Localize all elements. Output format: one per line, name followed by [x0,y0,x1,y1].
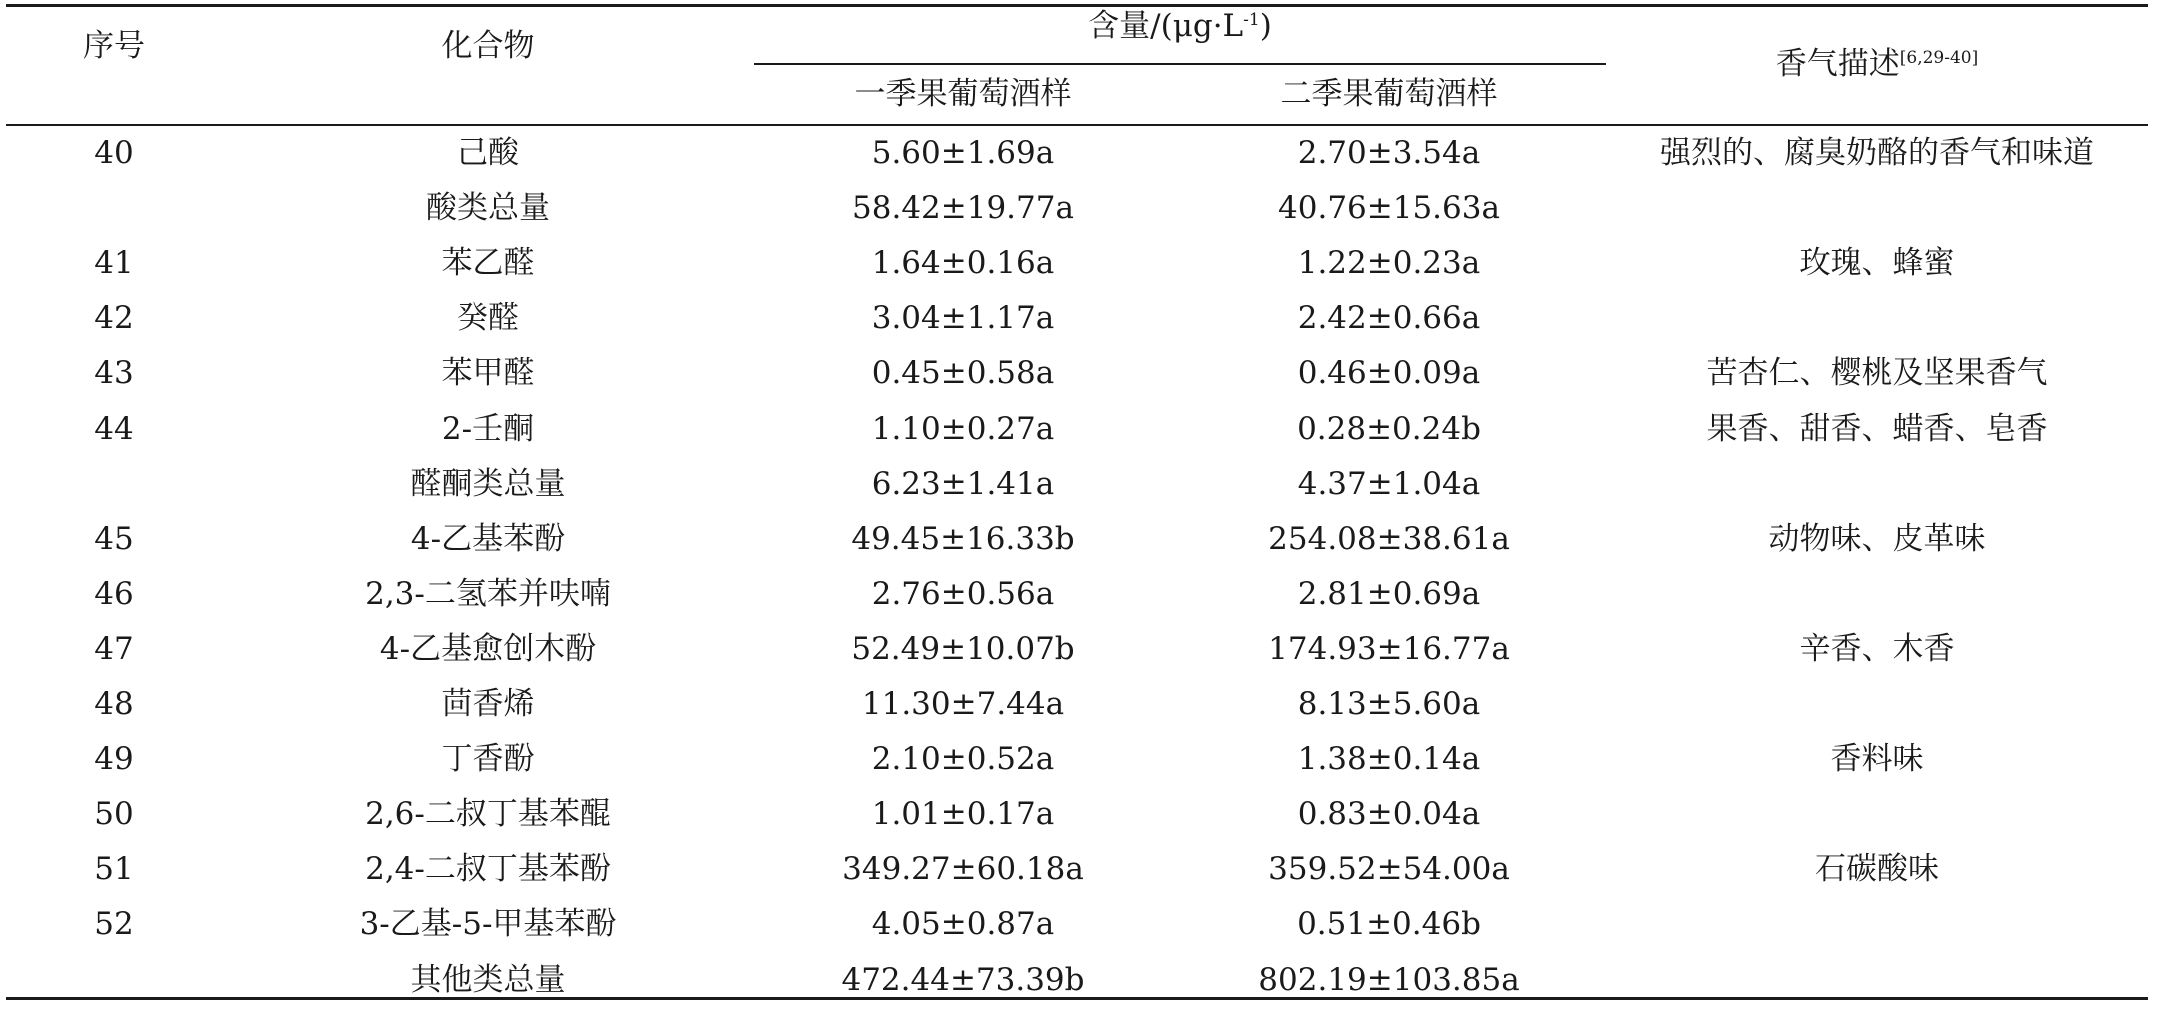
row-sample1-value: 3.04±1.17a [871,300,1055,337]
row-aroma: 玫瑰、蜂蜜 [1799,245,1955,282]
row-aroma [1606,457,2148,512]
row-compound: 苯甲醛 [441,355,535,392]
header-no: 序号 [83,28,145,64]
table-row [6,787,2148,842]
row-aroma: 动物味、皮革味 [1768,520,1986,557]
row-aroma [1606,291,2148,346]
row-sample2-value: 359.52±54.00a [1268,851,1510,888]
table-row [6,732,2148,787]
row-no: 41 [94,245,134,282]
row-sample1-value: 4.05±0.87a [871,906,1055,943]
row-sample2-value: 0.28±0.24b [1297,410,1481,447]
header-sample1: 一季果葡萄酒样 [854,76,1072,112]
row-sample2-value: 2.42±0.66a [1297,300,1481,337]
row-aroma [1606,677,2148,732]
row-compound: 2,6-二叔丁基苯醌 [365,796,611,833]
row-no [6,457,222,512]
row-sample2-value: 254.08±38.61a [1268,520,1510,557]
row-sample1-value: 52.49±10.07b [851,630,1075,667]
table-row [6,402,2148,457]
row-sample2-value: 8.13±5.60a [1297,686,1481,722]
row-compound: 4-乙基愈创木酚 [379,630,597,667]
row-aroma: 苦杏仁、樱桃及坚果香气 [1706,355,2048,392]
row-aroma: 香料味 [1830,741,1924,778]
row-compound: 3-乙基-5-甲基苯酚 [359,906,617,943]
table-row [6,291,2148,346]
row-no: 50 [94,796,134,833]
row-aroma: 石碳酸味 [1815,851,1939,888]
table-bottom-rule [6,997,2148,1000]
content-group-rule [754,63,1606,65]
row-aroma: 强烈的、腐臭奶酪的香气和味道 [1660,135,2094,171]
table-row [6,622,2148,677]
row-no [6,181,222,236]
row-compound: 苯乙醛 [441,245,535,282]
row-sample2-value: 802.19±103.85a [1258,961,1520,998]
header-content-group: 含量$/(\mu g\cdot L^{-1})$ [1088,8,1272,44]
row-sample1-value: 2.76±0.56a [871,575,1055,612]
row-compound: 2-壬酮 [441,410,535,447]
row-compound: 酸类总量 [426,190,550,227]
row-no: 45 [94,520,134,557]
row-no: 46 [94,575,134,612]
row-compound: 其他类总量 [410,961,566,998]
row-sample1-value: 1.01±0.17a [871,796,1055,833]
row-sample1-value: 2.10±0.52a [871,741,1055,778]
row-no: 40 [94,135,134,171]
row-sample1-value: 349.27±60.18a [842,851,1084,888]
row-sample2-value: 4.37±1.04a [1297,465,1481,502]
row-sample1-value: 0.45±0.58a [871,355,1055,392]
row-sample2-value: 1.22±0.23a [1297,245,1481,282]
row-compound: 2,4-二叔丁基苯酚 [365,851,611,888]
row-no: 42 [94,300,134,337]
row-no: 44 [94,410,134,447]
row-sample2-value: 40.76±15.63a [1278,190,1500,227]
row-sample1-value: 472.44±73.39b [841,961,1085,998]
row-sample1-value: 49.45±16.33b [851,520,1075,557]
header-sample2: 二季果葡萄酒样 [1280,76,1498,112]
row-compound: 4-乙基苯酚 [410,520,566,557]
table-row [6,346,2148,401]
row-sample1-value: 58.42±19.77a [852,190,1074,227]
row-compound: 丁香酚 [441,741,535,778]
table-row [6,677,2148,732]
table-row [6,897,2148,952]
table-row [6,457,2148,512]
table-row [6,842,2148,897]
row-no: 47 [94,630,134,667]
table-row [6,512,2148,567]
row-sample1-value: 1.10±0.27a [871,410,1055,447]
header-aroma: 香气描述[6,29-40] [1775,46,1979,82]
row-aroma: 辛香、木香 [1799,630,1955,667]
row-no: 49 [94,741,134,778]
row-sample2-value: 0.46±0.09a [1297,355,1481,392]
table-row [6,236,2148,291]
row-sample2-value: 2.70±3.54a [1297,135,1481,171]
row-no: 48 [94,686,134,722]
row-sample1-value: 6.23±1.41a [871,465,1055,502]
row-sample2-value: 1.38±0.14a [1297,741,1481,778]
table-row [6,181,2148,236]
row-sample2-value: 0.51±0.46b [1297,906,1481,943]
row-sample2-value: 0.83±0.04a [1297,796,1481,833]
row-aroma: 果香、甜香、蜡香、皂香 [1706,410,2048,447]
row-sample1-value: 1.64±0.16a [871,245,1055,282]
row-sample1-value: 11.30±7.44a [861,686,1065,722]
row-aroma [1606,787,2148,842]
header-compound: 化合物 [441,28,535,64]
row-compound: 己酸 [457,135,519,171]
row-aroma [1606,181,2148,236]
row-sample1-value: 5.60±1.69a [871,135,1055,171]
table-row [6,567,2148,622]
row-compound: 2,3-二氢苯并呋喃 [365,575,611,612]
row-compound: 茴香烯 [441,686,535,722]
table-row [6,126,2148,181]
row-aroma [1606,897,2148,952]
row-compound: 醛酮类总量 [410,465,566,502]
row-no: 51 [94,851,134,888]
row-compound: 癸醛 [457,300,519,337]
row-sample2-value: 174.93±16.77a [1268,630,1510,667]
row-sample2-value: 2.81±0.69a [1297,575,1481,612]
row-no: 52 [94,906,134,943]
row-aroma [1606,567,2148,622]
row-no: 43 [94,355,134,392]
